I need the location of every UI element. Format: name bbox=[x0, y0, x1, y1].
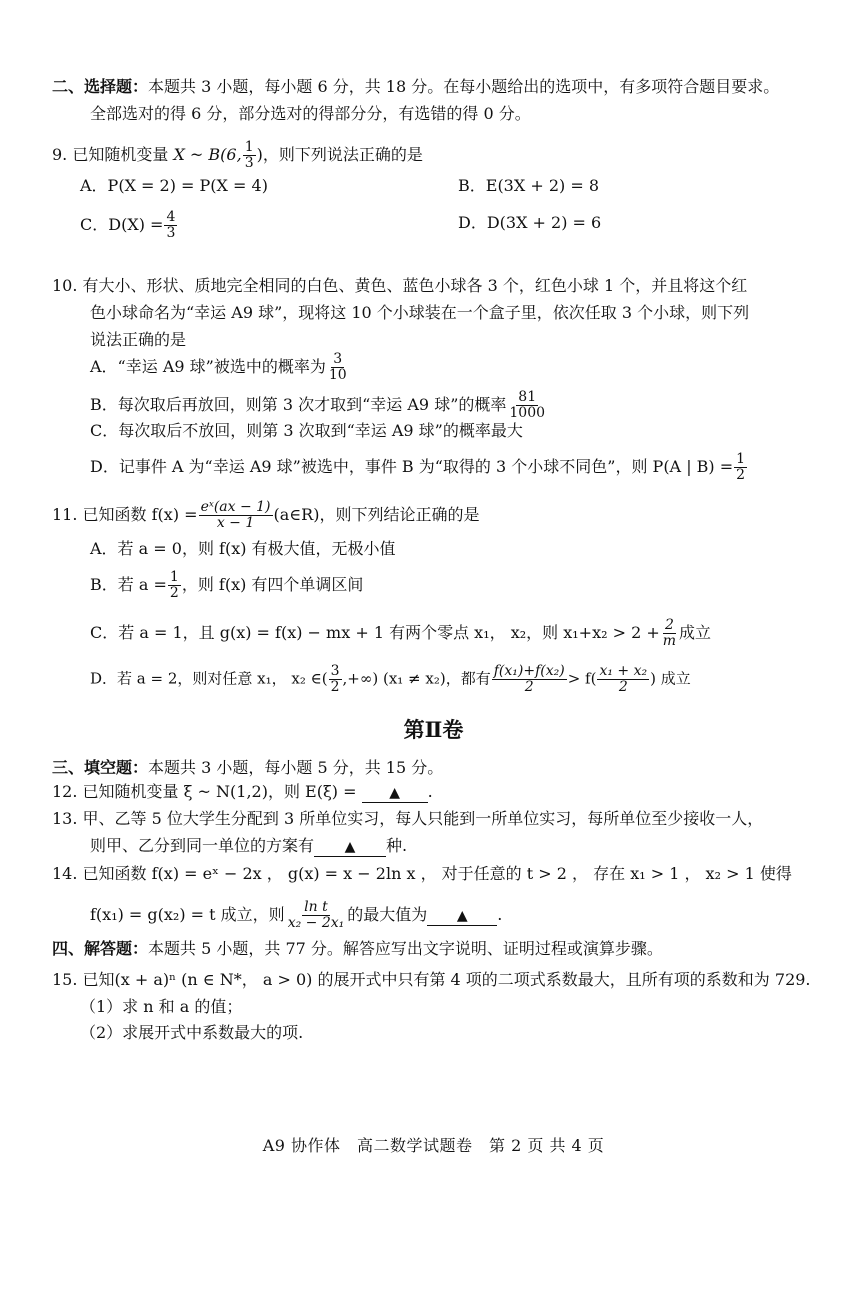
triangle-icon: ▲ bbox=[389, 785, 400, 801]
option-text: B．每次取后再放回，则第 3 次才取到“幸运 A9 球”的概率 bbox=[90, 395, 507, 414]
question-10-option-c: C．每次取后不放回，则第 3 次取到“幸运 A9 球”的概率最大 bbox=[90, 421, 523, 440]
triangle-icon: ▲ bbox=[344, 839, 356, 855]
fraction bbox=[243, 140, 256, 171]
fraction-numerator: 3 bbox=[333, 351, 343, 367]
question-13-line-2 bbox=[90, 835, 407, 857]
section-3-heading: 三、填空题： bbox=[52, 758, 149, 777]
fraction-numerator: f(x₁)+f(x₂) bbox=[493, 663, 565, 679]
question-10-option-a bbox=[90, 352, 350, 383]
question-9-stem bbox=[52, 140, 423, 171]
question-text: )，则下列说法正确的是 bbox=[256, 145, 423, 164]
fraction bbox=[286, 900, 347, 931]
option-text: C．若 a = 1，且 g(x) = f(x) − mx + 1 有两个零点 x₁， x₂，则 x₁+x₂ > 2 + bbox=[90, 623, 660, 642]
option-text: D．若 a = 2，则对任意 x₁， x₂ ∈( bbox=[90, 669, 328, 688]
triangle-icon: ▲ bbox=[456, 908, 468, 924]
answer-blank[interactable] bbox=[314, 837, 386, 857]
question-number: 15. bbox=[52, 970, 78, 989]
answer-blank[interactable] bbox=[362, 783, 428, 803]
fraction bbox=[661, 618, 678, 649]
fraction-denominator: 2 bbox=[618, 679, 628, 695]
option-text: 成立 bbox=[679, 623, 712, 642]
fraction-denominator: x − 1 bbox=[216, 515, 255, 531]
question-text: 种. bbox=[386, 836, 408, 855]
fraction-numerator: eˣ(ax − 1) bbox=[200, 499, 271, 515]
math-expression: X ~ B(6, bbox=[173, 145, 242, 164]
fraction-numerator: 1 bbox=[244, 139, 254, 155]
question-9-option-d: D．D(3X + 2) = 6 bbox=[458, 213, 602, 232]
question-text: . bbox=[427, 782, 433, 801]
section-3-line bbox=[52, 757, 443, 779]
fraction-denominator: 2 bbox=[524, 679, 534, 695]
question-text: 已知随机变量 bbox=[72, 145, 174, 164]
section-2-instructions: 本题共 3 小题，每小题 6 分，共 18 分。在每小题给出的选项中，有多项符合题目要求。 bbox=[148, 77, 780, 96]
question-15-part-1: （1）求 n 和 a 的值； bbox=[80, 997, 243, 1016]
question-text: 已知函数 f(x) = eˣ − 2x ， g(x) = x − 2ln x ， 对于任意的 t > 2 ， 存在 x₁ > 1 ， x₂ > 1 使得 bbox=[82, 864, 792, 883]
option-text: A．“幸运 A9 球”被选中的概率为 bbox=[90, 357, 326, 376]
fraction-denominator: m bbox=[662, 633, 677, 649]
fraction bbox=[329, 664, 342, 695]
section-2-heading: 二、选择题： bbox=[52, 77, 149, 96]
section-4-line bbox=[52, 938, 663, 960]
question-text: 有大小、形状、质地完全相同的白色、黄色、蓝色小球各 3 个，红色小球 1 个，并且将这个红 bbox=[82, 276, 748, 295]
question-text: f(x₁) = g(x₂) = t 成立，则 bbox=[90, 905, 285, 924]
fraction-denominator: 2 bbox=[736, 467, 746, 483]
question-15-stem bbox=[52, 969, 811, 991]
fraction bbox=[507, 390, 547, 421]
fraction-numerator: 4 bbox=[166, 209, 176, 225]
question-15-part-2: （2）求展开式中系数最大的项. bbox=[80, 1023, 304, 1042]
question-number: 13. bbox=[52, 809, 78, 828]
fraction-numerator: 1 bbox=[169, 569, 179, 585]
question-10-option-b bbox=[90, 390, 548, 421]
question-number: 11. bbox=[52, 505, 78, 524]
question-12 bbox=[52, 781, 433, 803]
fraction-denominator: 3 bbox=[166, 225, 176, 241]
fraction-numerator: 81 bbox=[518, 389, 537, 405]
option-text: D．记事件 A 为“幸运 A9 球”被选中，事件 B 为“取得的 3 个小球不同色”，则 P(A | B) = bbox=[90, 457, 734, 476]
part-2-title: 第Ⅱ卷 bbox=[403, 717, 464, 742]
page-footer: A9 协作体 高二数学试题卷 第 2 页 共 4 页 bbox=[262, 1136, 605, 1155]
question-text: 甲、乙等 5 位大学生分配到 3 所单位实习，每人只能到一所单位实习，每所单位至少接收一人， bbox=[82, 809, 764, 828]
option-text: C．D(X) = bbox=[80, 215, 164, 234]
question-number: 10. bbox=[52, 276, 78, 295]
question-text: 的最大值为 bbox=[347, 905, 428, 924]
answer-blank[interactable] bbox=[427, 906, 497, 926]
question-13-line-1 bbox=[52, 808, 763, 830]
question-text: 已知(x + a)ⁿ (n ∈ N*， a > 0) 的展开式中只有第 4 项的二项式系数最大，且所有项的系数和为 729. bbox=[82, 970, 811, 989]
option-text: ,+∞) (x₁ ≠ x₂)，都有 bbox=[342, 669, 491, 688]
fraction-numerator: x₁ + x₂ bbox=[599, 663, 648, 679]
fraction bbox=[492, 664, 567, 695]
question-text: 已知随机变量 ξ ~ N(1,2)，则 E(ξ) = bbox=[82, 782, 357, 801]
math-expression: > f( bbox=[567, 669, 597, 688]
question-11-option-a: A．若 a = 0，则 f(x) 有极大值，无极小值 bbox=[90, 539, 396, 558]
question-number: 9. bbox=[52, 145, 68, 164]
question-11-option-b bbox=[90, 570, 363, 601]
fraction bbox=[327, 352, 349, 383]
fraction bbox=[734, 452, 747, 483]
question-text: 则甲、乙分到同一单位的方案有 bbox=[90, 836, 315, 855]
question-text: . bbox=[497, 905, 503, 924]
fraction-numerator: 1 bbox=[736, 451, 746, 467]
fraction bbox=[597, 664, 649, 695]
fraction-numerator: ln t bbox=[304, 899, 328, 915]
question-number: 12. bbox=[52, 782, 78, 801]
question-11-option-d bbox=[90, 664, 691, 695]
question-10-line-1 bbox=[52, 275, 747, 297]
question-11-stem bbox=[52, 500, 479, 531]
question-10-line-3: 说法正确的是 bbox=[90, 330, 187, 349]
fraction-numerator: 2 bbox=[664, 617, 674, 633]
option-text: B．若 a = bbox=[90, 575, 167, 594]
fraction-denominator: 2 bbox=[169, 585, 179, 601]
question-10-option-d bbox=[90, 452, 748, 483]
question-9-option-c bbox=[80, 210, 178, 241]
section-2-line-1 bbox=[52, 76, 779, 98]
question-10-line-2: 色小球命名为“幸运 A9 球”，现将这 10 个小球装在一个盒子里，依次任取 3 个小球，则下列 bbox=[90, 303, 750, 322]
fraction-denominator: 1000 bbox=[509, 405, 546, 421]
question-11-option-c bbox=[90, 618, 711, 649]
fraction-denominator: x₂ − 2x₁ bbox=[287, 915, 345, 931]
question-14-line-2 bbox=[90, 900, 502, 931]
section-4-heading: 四、解答题： bbox=[52, 939, 149, 958]
section-4-instructions: 本题共 5 小题，共 77 分。解答应写出文字说明、证明过程或演算步骤。 bbox=[148, 939, 663, 958]
question-text: 已知函数 f(x) = bbox=[82, 505, 198, 524]
section-2-line-2: 全部选对的得 6 分，部分选对的得部分分，有选错的得 0 分。 bbox=[90, 104, 531, 123]
question-9-option-a: A．P(X = 2) = P(X = 4) bbox=[80, 176, 268, 195]
fraction bbox=[168, 570, 181, 601]
fraction-denominator: 10 bbox=[328, 367, 347, 383]
question-number: 14. bbox=[52, 864, 78, 883]
fraction-denominator: 3 bbox=[244, 155, 254, 171]
section-3-instructions: 本题共 3 小题，每小题 5 分，共 15 分。 bbox=[148, 758, 444, 777]
option-text: ) 成立 bbox=[650, 669, 691, 688]
question-text: (a∈R)，则下列结论正确的是 bbox=[273, 505, 480, 524]
fraction-numerator: 3 bbox=[330, 663, 340, 679]
fraction bbox=[164, 210, 177, 241]
question-14-line-1 bbox=[52, 863, 792, 885]
fraction bbox=[199, 500, 273, 531]
fraction-denominator: 2 bbox=[330, 679, 340, 695]
option-text: ，则 f(x) 有四个单调区间 bbox=[181, 575, 364, 594]
question-9-option-b: B．E(3X + 2) = 8 bbox=[458, 176, 600, 195]
